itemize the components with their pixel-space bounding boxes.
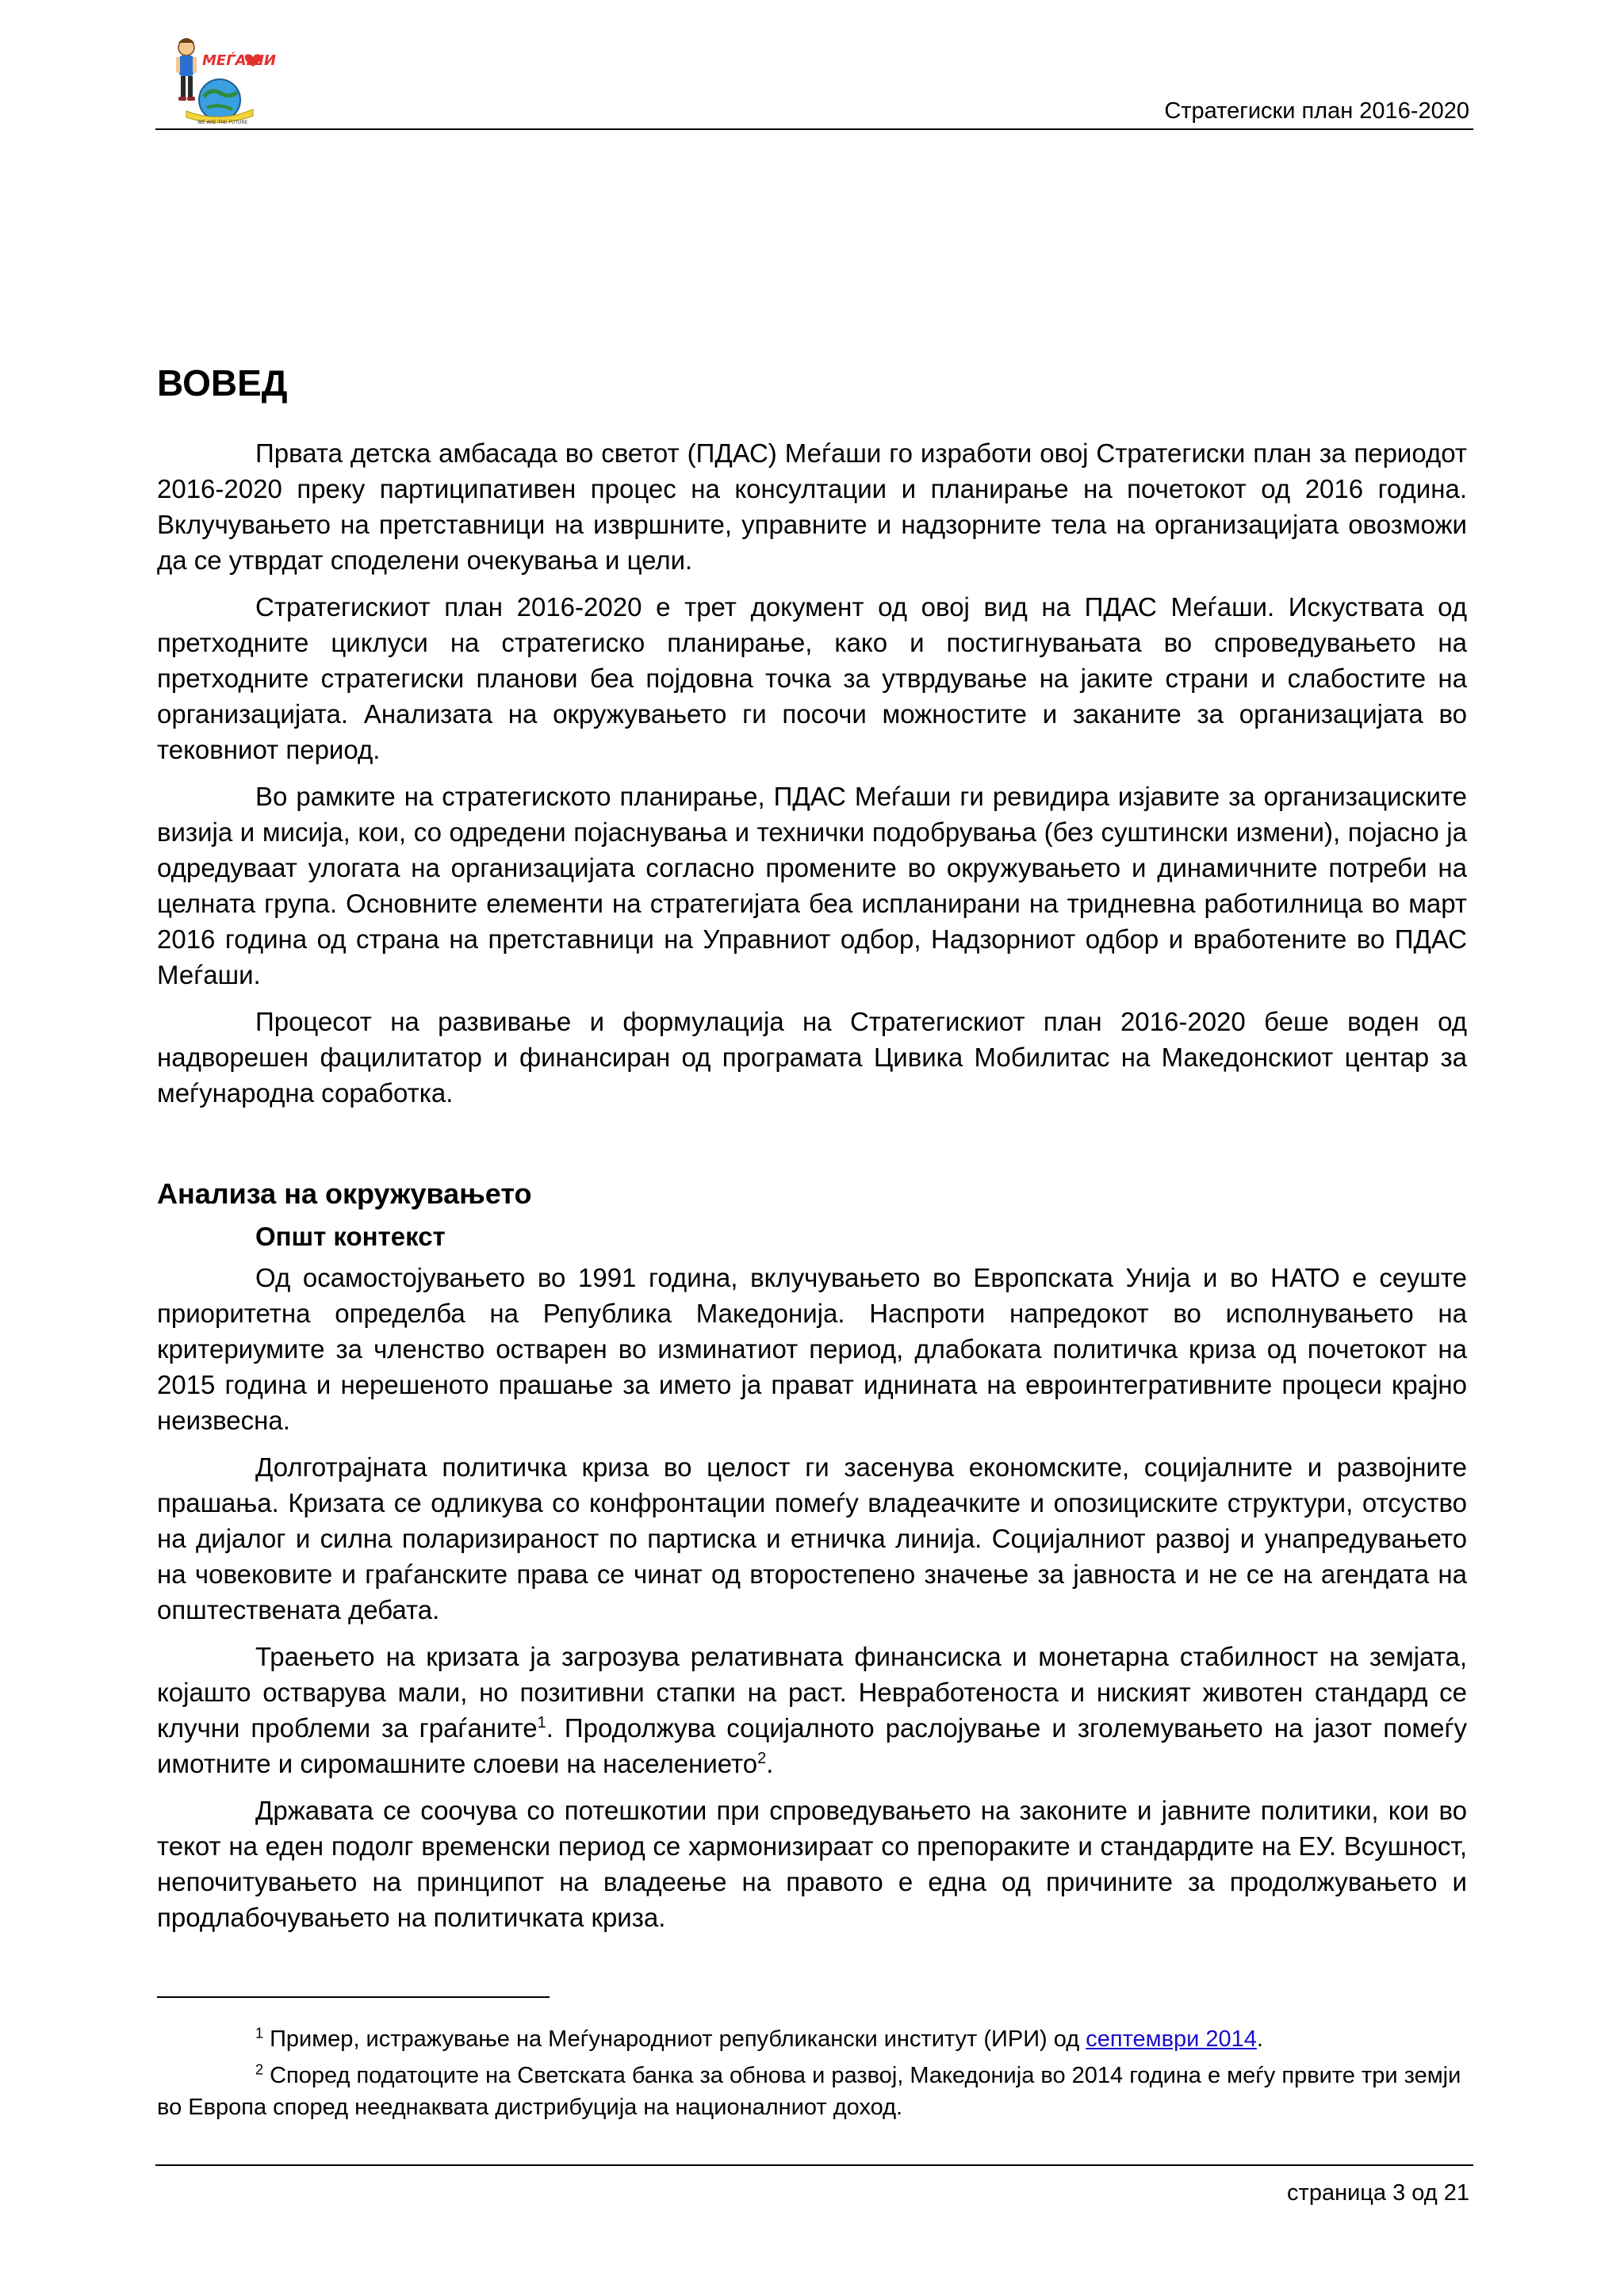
analysis-paragraph: Долготрајната политичка криза во целост ги засенува економските, социјалните и развојните прашања. Кризата се одликува со конфронтации помеѓу владеачките и опозициските структури, отсуство на дијалог и силна поларизираност по партиска и етничка линија. Социјалниот развој и унапредувањето на човековите и граѓанските права се чинат од второстепено значење за јавноста и не се на агендата на општествената дебата. (157, 1452, 1467, 1624)
section-heading-analysis: Анализа на окружувањето (157, 1177, 532, 1210)
intro-paragraph: Во рамките на стратегиското планирање, ПДАС Меѓаши ги ревидира изјавите за организациските визија и мисија, кои, со одредени појаснувања и технички подобрувања (без суштински измени), појасно ја одредуваат улогата на организацијата согласно промените во окружувањето и динамичните потреби на целната група. Основните елементи на стратегијата беа испланирани на тридневна работилница во март 2016 година од страна на претставници на Управниот одбор, Надзорниот одбор и вработените во ПДАС Меѓаши. (157, 782, 1467, 989)
footnote-1 (157, 2023, 1467, 2055)
analysis-text: Траењето на кризата ја загрозува релативната финансиска и монетарна стабилност на земјата, којашто остварува мали, но позитивни стапки на раст. Невработеноста и ниският животен стандард се клучни проблеми за граѓаните (157, 1642, 1467, 1743)
subsection-heading-general-context: Општ контекст (255, 1222, 446, 1251)
footnote-ref-2[interactable]: 2 (757, 1750, 767, 1767)
section-heading-intro: ВОВЕД (157, 362, 288, 404)
footnotes (157, 2023, 1467, 2128)
logo-tagline: WE ARE THE FUTURE (197, 120, 248, 125)
footnote-text: . (1256, 2026, 1263, 2052)
intro-paragraph: Процесот на развивање и формулација на Стратегискиот план 2016-2020 беше воден од надворешен фацилитатор и финансиран од програмата Цивика Мобилитас на Македонскиот центар за меѓународна соработка. (157, 1007, 1467, 1108)
footnote-2 (157, 2060, 1467, 2123)
header-title: Стратегиски план 2016-2020 (1164, 98, 1469, 124)
analysis-paragraph: Државата се соочува со потешкотии при спроведувањето на законите и јавните политики, кои во текот на еден подолг временски период се хармонизираат со препораките и стандардите на ЕУ. Всушност, непочитувањето на принципот на владеење на правото е една од причините за продолжувањето и продлабочувањето на политичката криза. (157, 1796, 1467, 1932)
intro-paragraph: Првата детска амбасада во светот (ПДАС) Меѓаши го изработи овој Стратегиски план за периодот 2016-2020 преку партиципативен процес на консултации и планирање на почетокот од 2016 година. Вклучувањето на претставници на извршните, управните и надзорните тела на организацијата овозможи да се утврдат споделени очекувања и цели. (157, 438, 1467, 575)
footnote-separator (157, 1996, 550, 1998)
footnote-text: Според податоците на Светската банка за обнова и развој, Македонија во 2014 година е меѓу првите три земји во Европа според нееднаквата дистрибуција на националниот доход. (157, 2063, 1461, 2120)
analysis-text: . Продолжува социјалното раслојување и зголемувањето на јазот помеѓу имотните и сиромашните слоеви на населението (157, 1713, 1468, 1778)
megjashi-logo (155, 30, 276, 125)
footer-divider (155, 2164, 1473, 2166)
analysis-paragraph: Од осамостојувањето во 1991 година, вклучувањето во Европската Унија и во НАТО е сеуште приоритетна определба на Република Македонија. Наспроти напредокот во исполнувањето на критериумите за членство остварен во изминатиот период, длабоката политичка криза од почетокот на 2015 година и нерешеното прашање за името ја прават иднината на евроинтегративните процеси крајно неизвесна. (157, 1263, 1467, 1435)
footnote-number: 2 (255, 2061, 264, 2078)
analysis-text: . (766, 1749, 774, 1778)
analysis-paragraph (157, 1639, 1467, 1781)
page-number: страница 3 од 21 (1287, 2180, 1469, 2206)
footnote-link-september-2014[interactable]: септември 2014 (1086, 2026, 1257, 2052)
main-content (157, 361, 1467, 1946)
logo-wordmark: МЕЃАШИ (202, 52, 276, 69)
intro-paragraph: Стратегискиот план 2016-2020 е трет документ од овој вид на ПДАС Меѓаши. Искуствата од претходните циклуси на стратегиско планирање, како и постигнувањата во спроведувањето на претходните стратегиски планови беа појдовна точка за утврдување на јаките страни и слабостите на организацијата. Анализата на окружувањето ги посочи можностите и заканите за организацијата во тековниот период. (157, 592, 1467, 764)
footnote-number: 1 (255, 2025, 264, 2042)
header-divider (155, 128, 1473, 130)
footnote-ref-1[interactable]: 1 (537, 1714, 546, 1732)
footnote-text: Пример, истражување на Меѓународниот републикански институт (ИРИ) од (263, 2026, 1086, 2052)
